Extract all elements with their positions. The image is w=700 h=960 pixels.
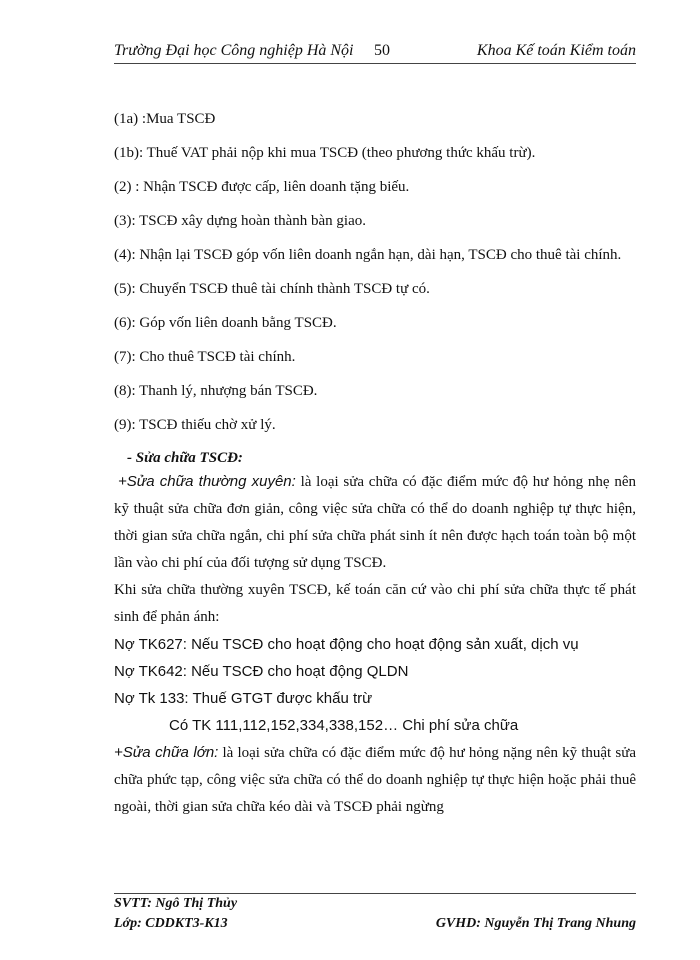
header-divider	[114, 63, 636, 64]
regular-repair-text: là loại sửa chữa có đặc điểm mức độ hư hỏng nhẹ nên kỹ thuật sửa chữa đơn giản, công việc sửa chữa có thể do doanh nghiệp tự thực hiện, thời gian sửa chữa ngắn, chi phí sửa chữa phát sinh ít nên được hạch toán toàn bộ một lần vào chi phí của đối tượng sử dụng TSCĐ.	[114, 474, 636, 571]
list-item: (7): Cho thuê TSCĐ tài chính.	[114, 349, 296, 365]
list-item: (8): Thanh lý, nhượng bán TSCĐ.	[114, 383, 318, 399]
major-repair-label: +Sửa chữa lớn:	[114, 744, 219, 761]
list-item: (4): Nhận lại TSCĐ góp vốn liên doanh ngắn hạn, dài hạn, TSCĐ cho thuê tài chính.	[114, 247, 622, 263]
page-number: 50	[374, 42, 390, 59]
page-footer	[114, 896, 636, 936]
header-faculty: Khoa Kế toán Kiểm toán	[476, 42, 636, 59]
section-heading: - Sửa chữa TSCĐ:	[127, 450, 243, 466]
list-item: (6): Góp vốn liên doanh bằng TSCĐ.	[114, 315, 337, 331]
regular-repair-entry: Khi sửa chữa thường xuyên TSCĐ, kế toán căn cứ vào chi phí sửa chữa thực tế phát sinh để phản ánh:	[114, 582, 636, 625]
list-item: (3): TSCĐ xây dựng hoàn thành bàn giao.	[114, 213, 366, 229]
list-item: (1b): Thuế VAT phải nộp khi mua TSCĐ (theo phương thức khấu trừ).	[114, 145, 536, 161]
footer-student: SVTT: Ngô Thị Thủy	[114, 896, 238, 911]
credit-line: Có TK 111,112,152,334,338,152… Chi phí sửa chữa	[169, 717, 519, 734]
list-item: (9): TSCĐ thiếu chờ xử lý.	[114, 417, 276, 433]
footer-class: Lớp: CDDKT3-K13	[114, 916, 228, 931]
page-header	[114, 40, 636, 64]
footer-divider	[114, 893, 636, 894]
list-item: (5): Chuyển TSCĐ thuê tài chính thành TSCĐ tự có.	[114, 281, 430, 297]
regular-repair-label: +Sửa chữa thường xuyên:	[118, 473, 296, 490]
debit-627-line: Nợ TK627: Nếu TSCĐ cho hoạt động cho hoạt động sản xuất, dịch vụ	[114, 636, 579, 653]
list-item: (1a) :Mua TSCĐ	[114, 111, 216, 127]
list-item: (2) : Nhận TSCĐ được cấp, liên doanh tặng biếu.	[114, 179, 410, 195]
footer-advisor: GVHD: Nguyễn Thị Trang Nhung	[435, 916, 636, 931]
page-body	[114, 110, 636, 821]
regular-repair-paragraph	[114, 468, 636, 577]
debit-642-line: Nợ TK642: Nếu TSCĐ cho hoạt động QLDN	[114, 663, 409, 680]
header-school: Trường Đại học Công nghiệp Hà Nội	[114, 42, 354, 59]
debit-133-line: Nợ Tk 133: Thuế GTGT được khấu trừ	[114, 690, 373, 707]
major-repair-text: là loại sửa chữa có đặc điểm mức độ hư hỏng nặng nên kỹ thuật sửa chữa phức tạp, công việc sửa chữa có thể do doanh nghiệp tự thực hiện hoặc phải thuê ngoài, thời gian sửa chữa kéo dài và TSCĐ phải ngừng	[114, 745, 636, 815]
major-repair-paragraph	[114, 739, 636, 821]
